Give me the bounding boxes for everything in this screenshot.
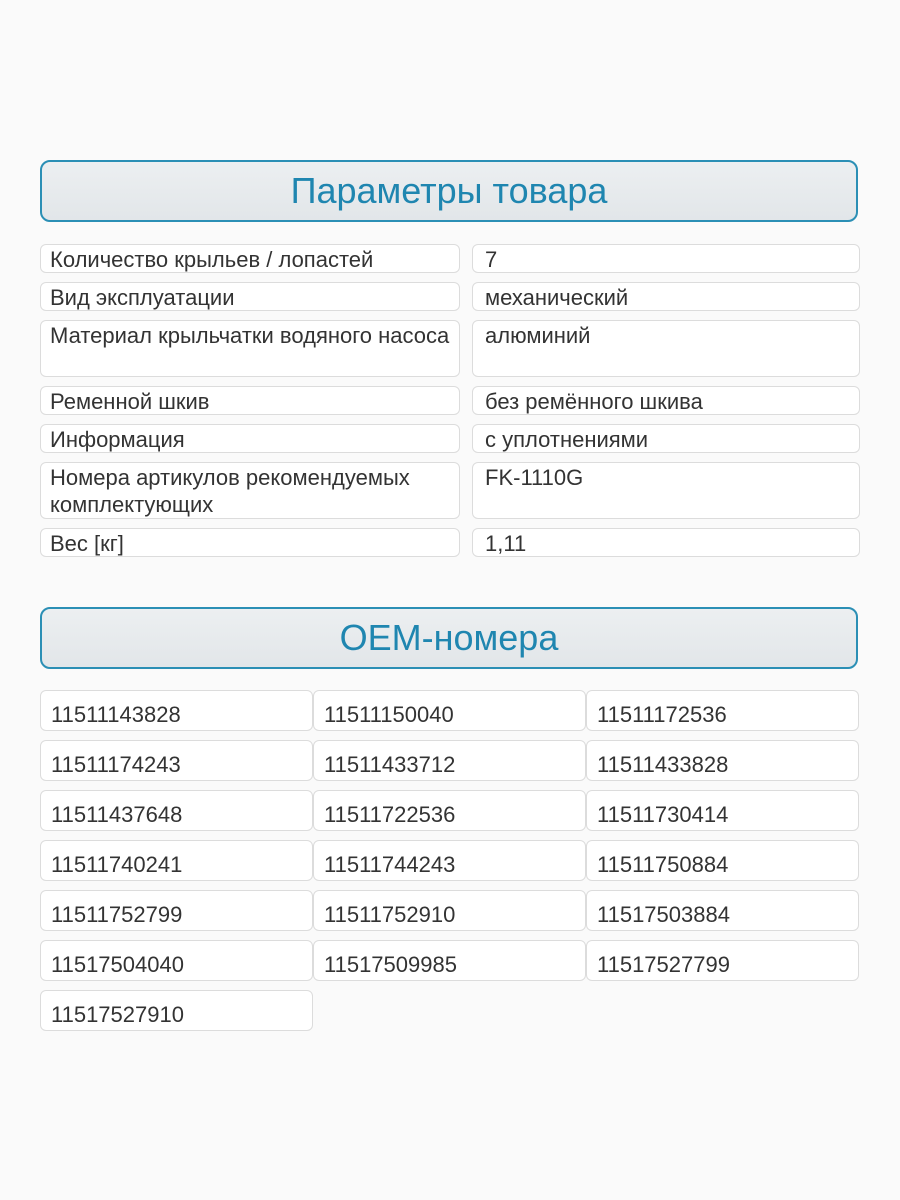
oem-number: 11517509985: [313, 940, 586, 981]
param-value: FK-1110G: [472, 462, 860, 519]
oem-number: 11511752799: [40, 890, 313, 931]
oem-number: 11511750884: [586, 840, 859, 881]
oem-number: 11511143828: [40, 690, 313, 731]
param-value: с уплотнениями: [472, 424, 860, 453]
oem-number: 11511150040: [313, 690, 586, 731]
param-label: Ременной шкив: [40, 386, 460, 415]
params-section-title: Параметры товара: [290, 170, 608, 211]
param-value: 7: [472, 244, 860, 273]
oem-section-title: OEM-номера: [339, 617, 559, 658]
oem-number: 11511172536: [586, 690, 859, 731]
param-label: Информация: [40, 424, 460, 453]
oem-number: 11517527910: [40, 990, 313, 1031]
oem-number: 11511722536: [313, 790, 586, 831]
params-section-header: [40, 160, 858, 222]
param-value: механический: [472, 282, 860, 311]
param-label: Вид эксплуатации: [40, 282, 460, 311]
param-label: Материал крыльчатки водяного насоса: [40, 320, 460, 377]
oem-number: 11511744243: [313, 840, 586, 881]
param-label: Номера артикулов рекомендуемых комплектующих: [40, 462, 460, 519]
param-label: Вес [кг]: [40, 528, 460, 557]
param-value: без ремённого шкива: [472, 386, 860, 415]
param-value: 1,11: [472, 528, 860, 557]
oem-number: 11517503884: [586, 890, 859, 931]
oem-number: 11517504040: [40, 940, 313, 981]
oem-section-header: [40, 607, 858, 669]
oem-number: 11511740241: [40, 840, 313, 881]
oem-number: 11511730414: [586, 790, 859, 831]
oem-number: 11511437648: [40, 790, 313, 831]
oem-number: 11511174243: [40, 740, 313, 781]
param-label: Количество крыльев / лопастей: [40, 244, 460, 273]
oem-number: 11517527799: [586, 940, 859, 981]
oem-number: 11511752910: [313, 890, 586, 931]
param-value: алюминий: [472, 320, 860, 377]
oem-number: 11511433712: [313, 740, 586, 781]
oem-number: 11511433828: [586, 740, 859, 781]
